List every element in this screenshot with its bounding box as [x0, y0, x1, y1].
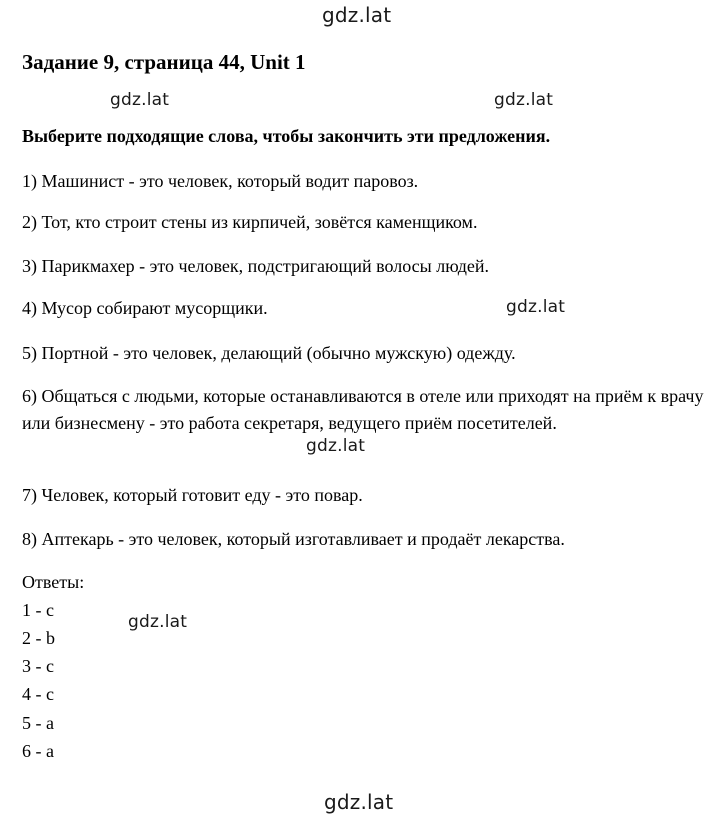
answer-item: 3 - c [22, 656, 54, 676]
page-title: Задание 9, страница 44, Unit 1 [22, 50, 306, 74]
task-instruction: Выберите подходящие слова, чтобы закончить эти предложения. [22, 126, 551, 146]
watermark: gdz.lat [128, 612, 188, 632]
sentence-1: 1) Машинист - это человек, который водит паровоз. [22, 171, 419, 191]
watermark: gdz.lat [324, 790, 394, 814]
sentence-2: 2) Тот, кто строит стены из кирпичей, зовётся каменщиком. [22, 212, 478, 232]
sentence-7: 7) Человек, который готовит еду - это повар. [22, 485, 363, 505]
sentence-6: 6) Общаться с людьми, которые останавливаются в отеле или приходят на приём к врачу или бизнесмену - это работа секретаря, ведущего приём посетителей. [22, 386, 704, 433]
sentence-4: 4) Мусор собирают мусорщики. [22, 298, 268, 318]
sentence-3: 3) Парикмахер - это человек, подстригающий волосы людей. [22, 256, 490, 276]
watermark: gdz.lat [506, 297, 566, 317]
watermark: gdz.lat [306, 436, 366, 456]
answers-heading: Ответы: [22, 572, 85, 592]
answer-item: 6 - a [22, 741, 54, 761]
sentence-5: 5) Портной - это человек, делающий (обычно мужскую) одежду. [22, 343, 516, 363]
answer-item: 4 - c [22, 684, 54, 704]
watermark: gdz.lat [110, 90, 170, 110]
watermark: gdz.lat [494, 90, 554, 110]
answer-item: 5 - a [22, 713, 54, 733]
answer-item: 1 - c [22, 600, 54, 620]
watermark: gdz.lat [322, 3, 392, 27]
sentence-8: 8) Аптекарь - это человек, который изготавливает и продаёт лекарства. [22, 529, 565, 549]
answer-item: 2 - b [22, 628, 55, 648]
